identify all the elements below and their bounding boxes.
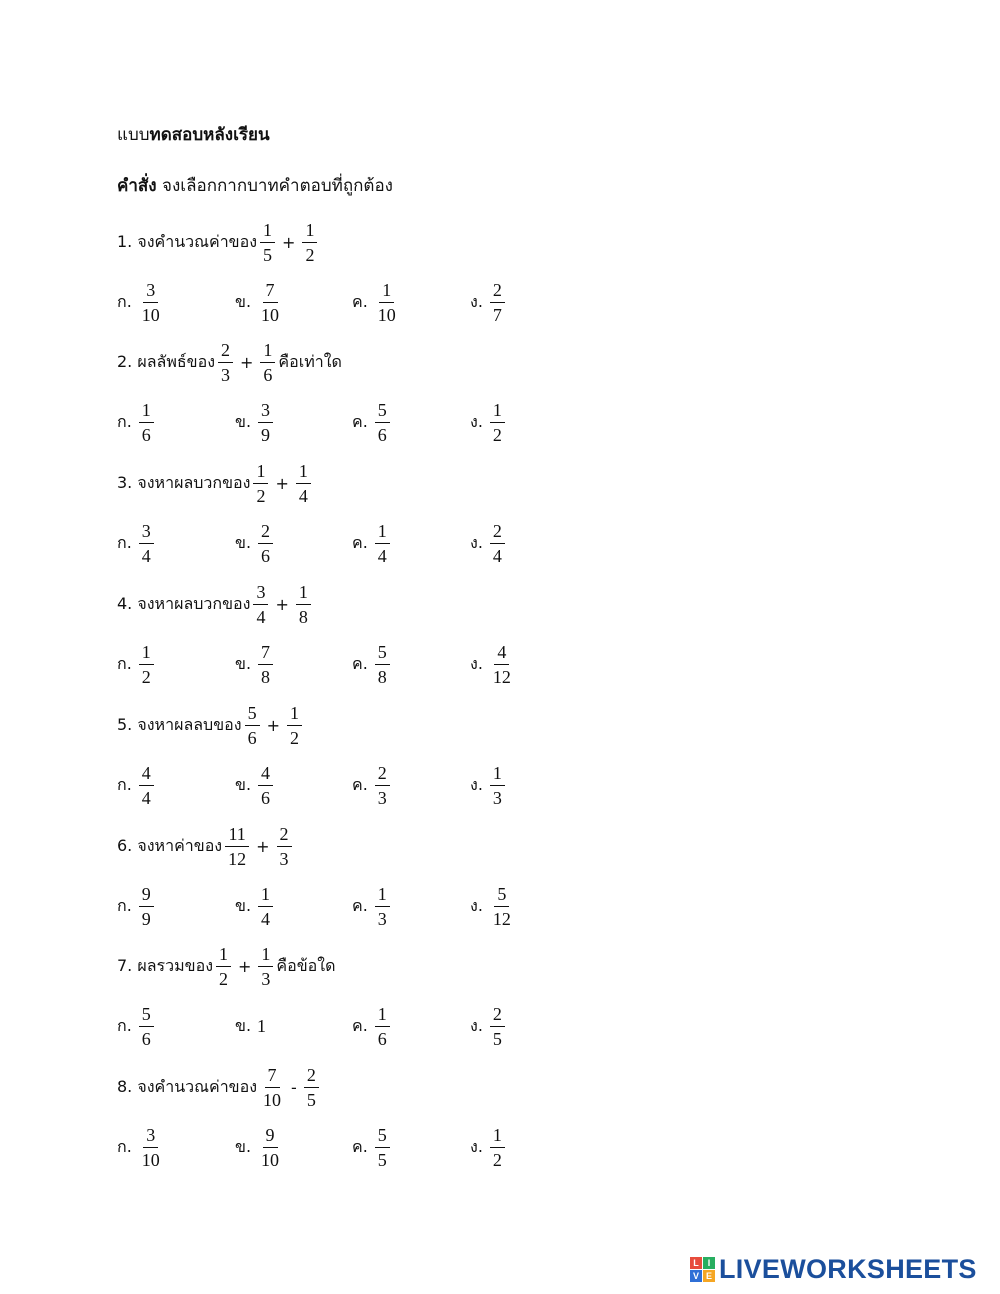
answer-option[interactable] bbox=[235, 882, 276, 930]
denominator: 4 bbox=[298, 486, 308, 507]
option-label: ก. bbox=[117, 653, 132, 673]
answer-option[interactable] bbox=[470, 761, 508, 809]
fraction bbox=[260, 340, 275, 385]
answer-option[interactable] bbox=[470, 882, 517, 930]
denominator: 2 bbox=[141, 666, 151, 687]
option-fraction bbox=[490, 642, 514, 687]
denominator: 10 bbox=[261, 304, 280, 325]
numerator: 1 bbox=[260, 220, 275, 243]
question-4 bbox=[117, 580, 314, 628]
fraction bbox=[225, 824, 249, 869]
denominator: 6 bbox=[263, 365, 273, 386]
numerator: 1 bbox=[296, 461, 311, 484]
numerator: 1 bbox=[216, 944, 231, 967]
answer-option[interactable] bbox=[352, 761, 393, 809]
option-fraction bbox=[139, 1004, 154, 1049]
option-label: ค. bbox=[352, 291, 368, 311]
numerator: 1 bbox=[139, 400, 154, 423]
fraction bbox=[253, 582, 268, 627]
numerator: 2 bbox=[490, 280, 505, 303]
option-label: ง. bbox=[470, 533, 483, 553]
operator: - bbox=[291, 1078, 297, 1098]
answer-option[interactable] bbox=[235, 399, 276, 447]
question-7 bbox=[117, 943, 335, 991]
title-bold: ทดสอบหลังเรียน bbox=[149, 125, 270, 145]
option-label: ง. bbox=[470, 653, 483, 673]
denominator: 12 bbox=[492, 908, 511, 929]
option-fraction bbox=[258, 400, 273, 445]
option-fraction bbox=[375, 763, 390, 808]
operator: + bbox=[275, 594, 289, 614]
denominator: 8 bbox=[261, 666, 271, 687]
numerator: 2 bbox=[304, 1065, 319, 1088]
numerator: 1 bbox=[379, 280, 394, 303]
option-fraction bbox=[375, 884, 390, 929]
option-fraction bbox=[490, 521, 505, 566]
option-label: ค. bbox=[352, 774, 368, 794]
option-label: ข. bbox=[235, 1016, 252, 1036]
denominator: 6 bbox=[377, 425, 387, 446]
option-label: ก. bbox=[117, 533, 132, 553]
fraction bbox=[253, 461, 268, 506]
option-label: ก. bbox=[117, 412, 132, 432]
answer-option[interactable] bbox=[235, 278, 285, 326]
answer-option[interactable] bbox=[235, 1003, 266, 1051]
option-label: ข. bbox=[235, 895, 252, 915]
option-fraction bbox=[258, 642, 273, 687]
answer-option[interactable] bbox=[235, 640, 276, 688]
denominator: 3 bbox=[492, 787, 502, 808]
denominator: 2 bbox=[256, 486, 266, 507]
operator: + bbox=[240, 353, 254, 373]
instruction-text: จงเลือกกากบาทคำตอบที่ถูกต้อง bbox=[156, 176, 393, 196]
numerator: 2 bbox=[218, 340, 233, 363]
option-label: ข. bbox=[235, 291, 252, 311]
answer-option[interactable] bbox=[470, 399, 508, 447]
option-fraction bbox=[139, 642, 154, 687]
question-suffix: คือข้อใด bbox=[276, 956, 336, 976]
numerator: 5 bbox=[375, 400, 390, 423]
option-fraction bbox=[139, 884, 154, 929]
option-label: ง. bbox=[470, 895, 483, 915]
fraction bbox=[296, 461, 311, 506]
question-text: 3. จงหาผลบวกของ bbox=[117, 473, 251, 493]
fraction bbox=[296, 582, 311, 627]
option-label: ข. bbox=[235, 774, 252, 794]
question-1 bbox=[117, 218, 320, 266]
logo-block: E bbox=[703, 1270, 715, 1282]
fraction bbox=[260, 1065, 284, 1110]
answer-option[interactable] bbox=[117, 1003, 157, 1051]
option-label: ก. bbox=[117, 291, 132, 311]
instruction-label: คำสั่ง bbox=[117, 176, 157, 196]
denominator: 10 bbox=[141, 304, 160, 325]
numerator: 9 bbox=[139, 884, 154, 907]
question-text: 5. จงหาผลลบของ bbox=[117, 714, 242, 734]
option-fraction bbox=[490, 400, 505, 445]
numerator: 1 bbox=[287, 703, 302, 726]
denominator: 10 bbox=[377, 304, 396, 325]
answer-option[interactable] bbox=[352, 278, 402, 326]
denominator: 7 bbox=[492, 304, 502, 325]
numerator: 5 bbox=[375, 1125, 390, 1148]
denominator: 2 bbox=[492, 1150, 502, 1171]
option-label: ง. bbox=[470, 774, 483, 794]
option-fraction bbox=[375, 1125, 390, 1170]
denominator: 4 bbox=[141, 787, 151, 808]
option-fraction bbox=[139, 400, 154, 445]
option-label: ค. bbox=[352, 653, 368, 673]
answer-option[interactable] bbox=[470, 1124, 508, 1172]
question-text: 2. ผลลัพธ์ของ bbox=[117, 352, 216, 372]
logo-text: LIVEWORKSHEETS bbox=[719, 1253, 977, 1284]
denominator: 2 bbox=[492, 425, 502, 446]
fraction bbox=[287, 703, 302, 748]
denominator: 6 bbox=[247, 727, 257, 748]
fraction bbox=[304, 1065, 319, 1110]
numerator: 3 bbox=[253, 582, 268, 605]
option-label: ง. bbox=[470, 291, 483, 311]
denominator: 6 bbox=[141, 1029, 151, 1050]
answer-option[interactable] bbox=[117, 1124, 166, 1172]
answer-option[interactable] bbox=[117, 520, 157, 568]
denominator: 3 bbox=[221, 365, 231, 386]
option-fraction bbox=[258, 884, 273, 929]
answer-option[interactable] bbox=[352, 640, 393, 688]
option-label: ข. bbox=[235, 1137, 252, 1157]
question-2 bbox=[117, 339, 342, 387]
numerator: 1 bbox=[375, 1004, 390, 1027]
denominator: 12 bbox=[228, 848, 247, 869]
logo-block: V bbox=[690, 1270, 702, 1282]
option-fraction bbox=[258, 1125, 282, 1170]
numerator: 2 bbox=[375, 763, 390, 786]
denominator: 5 bbox=[306, 1090, 316, 1111]
fraction bbox=[218, 340, 233, 385]
option-label: ก. bbox=[117, 1016, 132, 1036]
denominator: 3 bbox=[377, 908, 387, 929]
answer-option[interactable] bbox=[117, 761, 157, 809]
question-8 bbox=[117, 1064, 322, 1112]
option-fraction bbox=[375, 642, 390, 687]
denominator: 6 bbox=[141, 425, 151, 446]
denominator: 2 bbox=[219, 969, 229, 990]
denominator: 3 bbox=[377, 787, 387, 808]
option-fraction bbox=[139, 763, 154, 808]
numerator: 1 bbox=[490, 400, 505, 423]
numerator: 11 bbox=[225, 824, 248, 847]
logo-block: I bbox=[703, 1257, 715, 1269]
operator: + bbox=[256, 836, 270, 856]
option-fraction bbox=[490, 1125, 505, 1170]
denominator: 4 bbox=[261, 908, 271, 929]
title-prefix: แบบ bbox=[117, 125, 150, 145]
numerator: 2 bbox=[490, 521, 505, 544]
operator: + bbox=[238, 957, 252, 977]
denominator: 2 bbox=[289, 727, 299, 748]
option-fraction bbox=[139, 1125, 163, 1170]
numerator: 1 bbox=[296, 582, 311, 605]
option-fraction bbox=[375, 280, 399, 325]
numerator: 7 bbox=[265, 1065, 280, 1088]
answer-option[interactable] bbox=[352, 520, 393, 568]
numerator: 1 bbox=[490, 1125, 505, 1148]
option-fraction bbox=[139, 521, 154, 566]
numerator: 2 bbox=[258, 521, 273, 544]
numerator: 1 bbox=[375, 884, 390, 907]
answer-option[interactable] bbox=[235, 1124, 285, 1172]
numerator: 5 bbox=[494, 884, 509, 907]
option-label: ก. bbox=[117, 774, 132, 794]
denominator: 8 bbox=[377, 666, 387, 687]
numerator: 2 bbox=[490, 1004, 505, 1027]
numerator: 1 bbox=[258, 944, 273, 967]
option-label: ก. bbox=[117, 895, 132, 915]
numerator: 5 bbox=[245, 703, 260, 726]
option-value: 1 bbox=[257, 1016, 267, 1037]
denominator: 5 bbox=[492, 1029, 502, 1050]
numerator: 3 bbox=[143, 1125, 158, 1148]
option-fraction bbox=[258, 763, 273, 808]
option-label: ค. bbox=[352, 412, 368, 432]
denominator: 10 bbox=[261, 1150, 280, 1171]
fraction bbox=[216, 944, 231, 989]
fraction bbox=[245, 703, 260, 748]
question-text: 4. จงหาผลบวกของ bbox=[117, 593, 251, 613]
option-fraction bbox=[490, 763, 505, 808]
numerator: 2 bbox=[277, 824, 292, 847]
question-text: 7. ผลรวมของ bbox=[117, 956, 214, 976]
option-label: ข. bbox=[235, 412, 252, 432]
numerator: 4 bbox=[494, 642, 509, 665]
numerator: 4 bbox=[139, 763, 154, 786]
option-label: ค. bbox=[352, 1137, 368, 1157]
option-label: ค. bbox=[352, 1016, 368, 1036]
option-fraction bbox=[375, 521, 390, 566]
denominator: 3 bbox=[279, 848, 289, 869]
option-label: ง. bbox=[470, 1016, 483, 1036]
answer-option[interactable] bbox=[352, 1003, 393, 1051]
operator: + bbox=[282, 232, 296, 252]
denominator: 4 bbox=[256, 606, 266, 627]
denominator: 10 bbox=[263, 1090, 282, 1111]
logo-blocks-icon bbox=[690, 1257, 715, 1282]
numerator: 5 bbox=[139, 1004, 154, 1027]
denominator: 4 bbox=[377, 546, 387, 567]
denominator: 5 bbox=[263, 244, 273, 265]
answer-option[interactable] bbox=[235, 761, 276, 809]
question-5 bbox=[117, 701, 305, 749]
option-fraction bbox=[375, 400, 390, 445]
numerator: 1 bbox=[253, 461, 268, 484]
answer-option[interactable] bbox=[470, 520, 508, 568]
option-label: ก. bbox=[117, 1137, 132, 1157]
question-text: 6. จงหาค่าของ bbox=[117, 835, 223, 855]
denominator: 10 bbox=[141, 1150, 160, 1171]
liveworksheets-logo bbox=[690, 1253, 977, 1285]
denominator: 12 bbox=[492, 666, 511, 687]
numerator: 4 bbox=[258, 763, 273, 786]
option-fraction bbox=[490, 280, 505, 325]
answer-option[interactable] bbox=[352, 882, 393, 930]
denominator: 3 bbox=[261, 969, 271, 990]
numerator: 3 bbox=[258, 400, 273, 423]
numerator: 3 bbox=[139, 521, 154, 544]
numerator: 7 bbox=[263, 280, 278, 303]
numerator: 1 bbox=[302, 220, 317, 243]
denominator: 4 bbox=[492, 546, 502, 567]
numerator: 7 bbox=[258, 642, 273, 665]
numerator: 1 bbox=[258, 884, 273, 907]
option-label: ง. bbox=[470, 1137, 483, 1157]
fraction bbox=[260, 220, 275, 265]
operator: + bbox=[275, 474, 289, 494]
fraction bbox=[258, 944, 273, 989]
numerator: 3 bbox=[143, 280, 158, 303]
worksheet-title bbox=[117, 121, 270, 148]
numerator: 1 bbox=[139, 642, 154, 665]
option-fraction bbox=[490, 1004, 505, 1049]
denominator: 9 bbox=[261, 425, 271, 446]
option-fraction bbox=[375, 1004, 390, 1049]
denominator: 6 bbox=[261, 787, 271, 808]
option-fraction bbox=[490, 884, 514, 929]
numerator: 1 bbox=[375, 521, 390, 544]
option-fraction bbox=[139, 280, 163, 325]
answer-option[interactable] bbox=[117, 882, 157, 930]
denominator: 6 bbox=[377, 1029, 387, 1050]
numerator: 5 bbox=[375, 642, 390, 665]
option-label: ข. bbox=[235, 533, 252, 553]
denominator: 4 bbox=[141, 546, 151, 567]
fraction bbox=[277, 824, 292, 869]
answer-option[interactable] bbox=[117, 640, 157, 688]
answer-option[interactable] bbox=[470, 278, 508, 326]
answer-option[interactable] bbox=[470, 1003, 508, 1051]
numerator: 9 bbox=[263, 1125, 278, 1148]
option-label: ค. bbox=[352, 533, 368, 553]
denominator: 5 bbox=[377, 1150, 387, 1171]
instruction bbox=[117, 172, 393, 199]
option-fraction bbox=[258, 521, 273, 566]
denominator: 2 bbox=[305, 244, 315, 265]
question-text: 1. จงคำนวณค่าของ bbox=[117, 231, 258, 251]
answer-option[interactable] bbox=[352, 399, 393, 447]
logo-block: L bbox=[690, 1257, 702, 1269]
answer-option[interactable] bbox=[470, 640, 517, 688]
option-fraction bbox=[258, 280, 282, 325]
option-label: ค. bbox=[352, 895, 368, 915]
answer-option[interactable] bbox=[352, 1124, 393, 1172]
operator: + bbox=[266, 715, 280, 735]
fraction bbox=[302, 220, 317, 265]
question-text: 8. จงคำนวณค่าของ bbox=[117, 1077, 258, 1097]
option-label: ง. bbox=[470, 412, 483, 432]
denominator: 9 bbox=[141, 908, 151, 929]
option-label: ข. bbox=[235, 653, 252, 673]
question-3 bbox=[117, 460, 314, 508]
denominator: 6 bbox=[261, 546, 271, 567]
answer-option[interactable] bbox=[117, 278, 166, 326]
numerator: 1 bbox=[260, 340, 275, 363]
denominator: 8 bbox=[298, 606, 308, 627]
answer-option[interactable] bbox=[235, 520, 276, 568]
question-suffix: คือเท่าใด bbox=[278, 352, 342, 372]
answer-option[interactable] bbox=[117, 399, 157, 447]
numerator: 1 bbox=[490, 763, 505, 786]
question-6 bbox=[117, 822, 295, 870]
